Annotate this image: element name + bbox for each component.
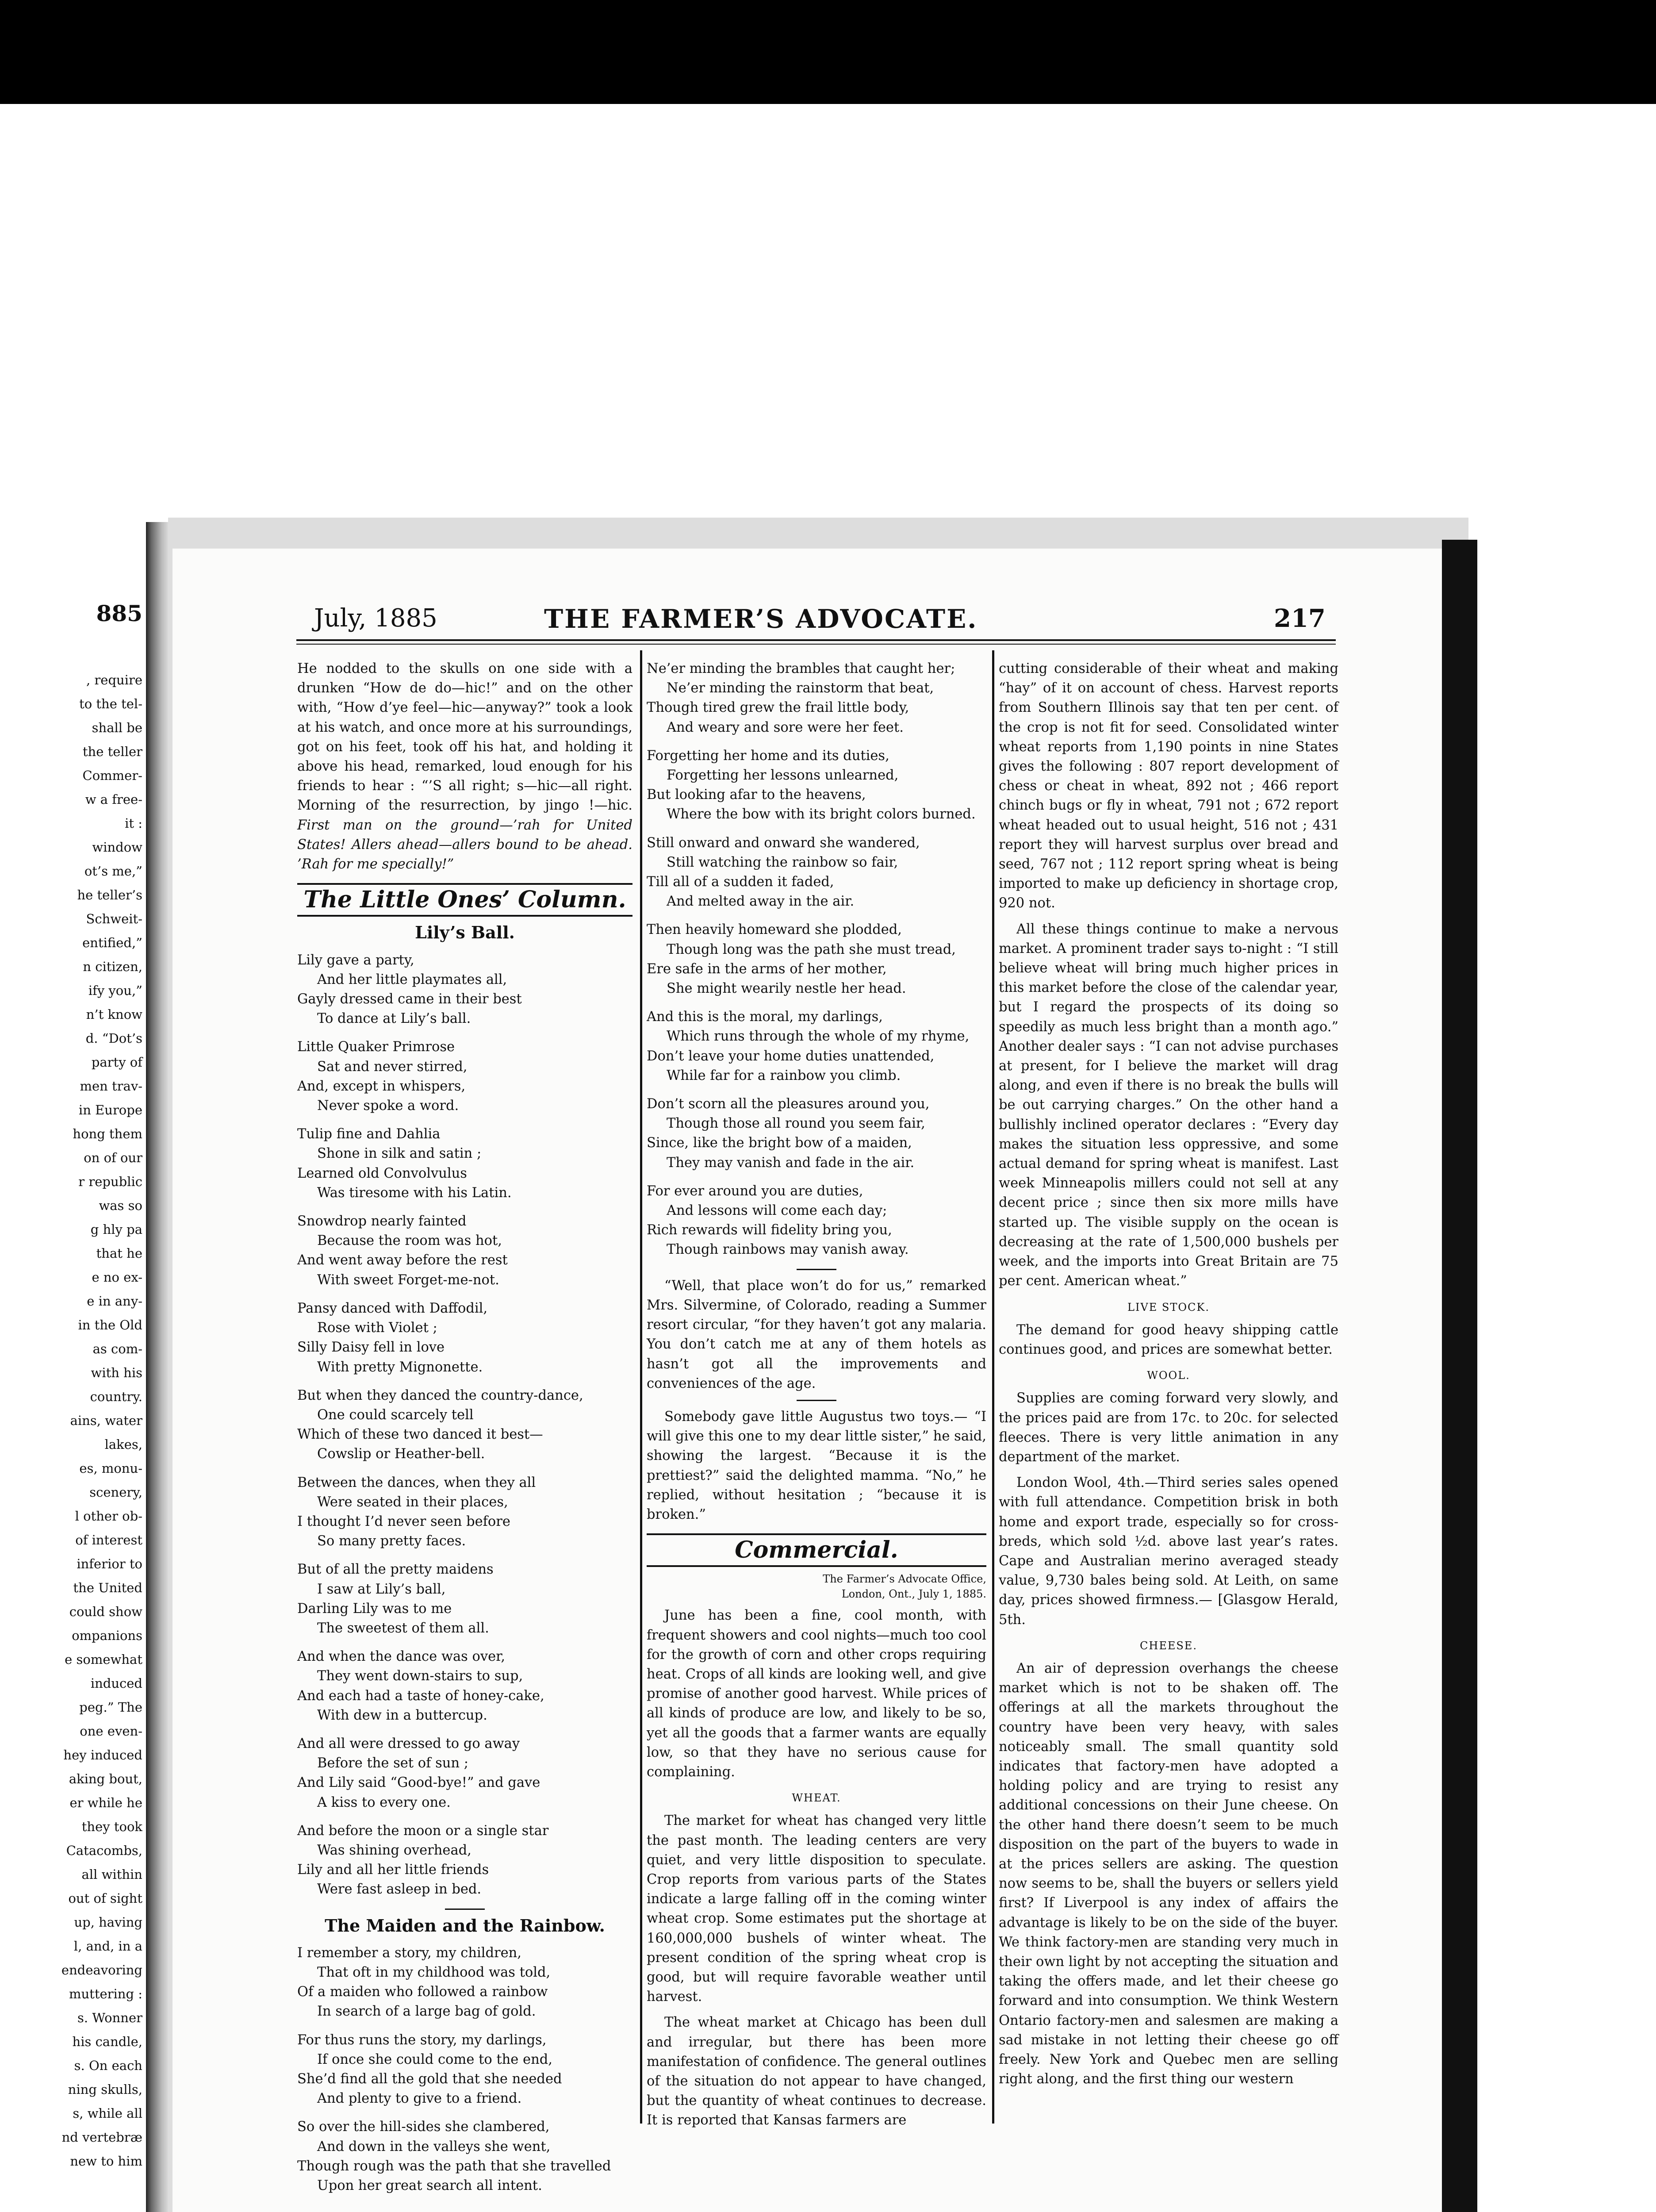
commercial-para-2: The market for wheat has changed very little the past month. The leading centers are very quiet, and very little disposition to speculate. Crop reports from various parts of the States indicate a large falling off in the coming winter wheat crop. Some estimates put the shortage at 160,000,000 bushels of winter wheat. The present condition of the spring wheat crop is good, but will require favorable weather until harvest. <box>647 1813 986 2005</box>
verse-line: And plenty to give to a friend. <box>317 2091 522 2107</box>
live-stock-heading: LIVE STOCK. <box>1127 1301 1210 1313</box>
verse-line: Rose with Violet ; <box>317 1320 437 1336</box>
verse-line: Then heavily homeward she plodded, <box>647 922 902 938</box>
verse-line: Though those all round you seem fair, <box>667 1116 925 1132</box>
stanza <box>297 1821 632 1900</box>
verse-line: She might wearily nestle her head. <box>667 981 906 997</box>
cheese-heading: CHEESE. <box>1140 1639 1197 1652</box>
left-page-line: muttering : <box>69 1986 142 2001</box>
left-page-line: out of sight <box>68 1891 142 1906</box>
stanza <box>647 1094 986 1173</box>
little-ones-column-title: The Little Ones’ Column. <box>297 883 632 917</box>
left-page-line: s. On each <box>74 2058 142 2073</box>
verse-line: Between the dances, when they all <box>297 1475 536 1490</box>
verse-line: In search of a large bag of gold. <box>317 2004 536 2020</box>
verse-line: And, except in whispers, <box>297 1078 466 1094</box>
stanza <box>297 1473 632 1551</box>
verse-line: So many pretty faces. <box>317 1533 466 1549</box>
anecdote-silvermine: “Well, that place won’t do for us,” remarked Mrs. Silvermine, of Colorado, reading a Summer resort circular, “for they haven’t got any malaria. You don’t catch me at any of them hotels as hasn’t got all the improvements and conveniences of the age. <box>647 1278 986 1391</box>
left-page-line: e in any- <box>87 1294 142 1309</box>
left-page-line: endeavoring <box>61 1962 142 1978</box>
verse-line: But when they danced the country-dance, <box>297 1387 583 1403</box>
verse-line: And down in the valleys she went, <box>317 2139 551 2154</box>
left-page-fragment <box>0 522 146 2203</box>
verse-line: And each had a taste of honey-cake, <box>297 1688 544 1704</box>
left-page-line: nd vertebræ <box>61 2130 142 2145</box>
left-page-line: the United <box>73 1580 142 1595</box>
verse-line: Where the bow with its bright colors burned. <box>667 806 976 822</box>
stanza <box>297 1386 632 1464</box>
verse-line: And all were dressed to go away <box>297 1736 520 1751</box>
left-page-line: up, having <box>74 1915 142 1930</box>
verse-line: Tulip fine and Dahlia <box>297 1126 441 1142</box>
left-page-line: ify you,” <box>88 983 142 998</box>
verse-line: Lily and all her little friends <box>297 1862 489 1878</box>
left-page-line: Commer- <box>82 768 142 783</box>
left-page-line: ning skulls, <box>68 2082 142 2097</box>
verse-line: Don’t scorn all the pleasures around you, <box>647 1096 930 1112</box>
verse-line: I saw at Lily’s ball, <box>317 1581 446 1597</box>
left-page-line: all within <box>81 1867 142 1882</box>
left-page-line: ot’s me,” <box>84 864 142 879</box>
left-page-line: inferior to <box>77 1556 142 1571</box>
left-page-line: new to him <box>70 2154 142 2169</box>
verse-line: While far for a rainbow you climb. <box>667 1068 901 1083</box>
left-page-line: l other ob- <box>75 1509 142 1524</box>
stanza <box>297 1212 632 1290</box>
verse-line: Forgetting her home and its duties, <box>647 748 889 764</box>
left-page-line: hey induced <box>63 1747 142 1763</box>
wheat-para-market: All these things continue to make a nervous market. A prominent trader says to-night : “I still believe wheat will bring much higher prices in this market before the close of the calendar year, but I regard the prospects of its doing so speedily as much less bright than a month ago.” Another dealer says : “I can not advise purchases at present, for I believe the market will drag along, and even if there is no break the bulls will be out carrying charges.” On the other hand a bullishly inclined operator declares : “Every day makes the situation less oppressive, and some actual demand for spring wheat is manifest. Last week Minneapolis millers could not sell at any decent price ; since then six more mills have started up. The visible supply on the ocean is decreasing at the rate of 1,500,000 bushels per week, and the imports into Great Britain are 75 per cent. American wheat.” <box>999 921 1338 1289</box>
verse-line: For thus runs the story, my darlings, <box>297 2032 547 2048</box>
header-rule <box>296 639 1336 641</box>
left-page-line: n citizen, <box>83 959 142 974</box>
left-page-line: that he <box>96 1246 142 1261</box>
verse-line: The sweetest of them all. <box>317 1620 489 1636</box>
verse-line: Though rough was the path that she travelled <box>297 2158 611 2174</box>
left-page-line: induced <box>90 1676 142 1691</box>
column-3 <box>999 659 1338 2095</box>
left-page-line: l, and, in a <box>73 1939 142 1954</box>
divider <box>445 1909 485 1910</box>
verse-line: Of a maiden who followed a rainbow <box>297 1984 548 2000</box>
verse-line: Ere safe in the arms of her mother, <box>647 961 887 977</box>
verse-line: Learned old Convolvulus <box>297 1165 467 1181</box>
left-page-line: hong them <box>73 1126 142 1141</box>
verse-line: Upon her great search all intent. <box>317 2178 542 2194</box>
commercial-para-1: June has been a fine, cool month, with frequent showers and cool nights—much too cool for the growth of corn and other crops requiring heat. Crops of all kinds are looking well, and give promise of another good harvest. While prices of all kinds of produce are low, and likely to be so, yet all the goods that a farmer wants are equally low, so that they have no serious cause for complaining. <box>647 1608 986 1780</box>
left-page-line: Schweit- <box>86 911 142 926</box>
left-page-number: 885 <box>96 600 142 626</box>
left-page-line: he teller’s <box>77 887 142 902</box>
poem-maiden-rainbow-title: The Maiden and the Rainbow. <box>325 1915 605 1936</box>
verse-line: Silly Daisy fell in love <box>297 1340 445 1356</box>
left-page-line: window <box>92 840 142 855</box>
divider <box>797 1400 836 1401</box>
stanza <box>297 1560 632 1638</box>
verse-line: Shone in silk and satin ; <box>317 1146 482 1162</box>
masthead-title: THE FARMER’S ADVOCATE. <box>544 604 978 634</box>
left-page-line: entified,” <box>82 935 142 950</box>
verse-line: Was tiresome with his Latin. <box>317 1185 512 1201</box>
stanza <box>647 1007 986 1086</box>
left-page-line: as com- <box>92 1341 142 1356</box>
stanza <box>297 1734 632 1813</box>
verse-line: Before the set of sun ; <box>317 1755 468 1771</box>
verse-line: Snowdrop nearly fainted <box>297 1214 467 1229</box>
verse-line: And this is the moral, my darlings, <box>647 1009 883 1025</box>
left-page-line: ains, water <box>70 1413 142 1428</box>
verse-line: Though long was the path she must tread, <box>667 941 956 957</box>
left-page-line: was so <box>99 1198 142 1213</box>
left-page-line: es, monu- <box>79 1461 142 1476</box>
wheat-para-cont: cutting considerable of their wheat and making “hay” of it on account of chess. Harvest reports from Southern Illinois say that ten per cent. of the crop is not fit for seed. Consolidated winter wheat reports from 1,190 points in nine States gives the following : 807 report development of chess or cheat in wheat, 892 not ; 466 report chinch bugs or fly in wheat, 791 not ; 672 report wheat headed out to usual height, 516 not ; 431 report they will harvest surplus over bread and seed, 767 not ; 112 report spring wheat is being imported to make up deficiency in shortage crop, 920 not. <box>999 661 1338 911</box>
stanza <box>297 1037 632 1116</box>
verse-line: Still onward and onward she wandered, <box>647 835 920 851</box>
verse-line: And when the dance was over, <box>297 1649 506 1665</box>
left-page-line: his candle, <box>72 2034 142 2049</box>
verse-line: And weary and sore were her feet. <box>667 719 904 735</box>
left-page-line: in the Old <box>78 1317 142 1333</box>
commercial-para-3: The wheat market at Chicago has been dull and irregular, but there has been more manifestation of confidence. The general outlines of the situation do not appear to have changed, but the quantity of wheat continues to decrease. It is reported that Kansas farmers are <box>647 2015 986 2128</box>
verse-line: And Lily said “Good-bye!” and gave <box>297 1775 540 1791</box>
verse-line: Never spoke a word. <box>317 1098 459 1114</box>
verse-line: She’d find all the gold that she needed <box>297 2071 562 2087</box>
left-page-line: s. Wonner <box>77 2010 142 2025</box>
scan-top-border <box>0 0 1656 104</box>
verse-line: With dew in a buttercup. <box>317 1707 487 1723</box>
verse-line: I remember a story, my children, <box>297 1945 521 1961</box>
left-page-line: they took <box>81 1819 142 1834</box>
verse-line: Lily gave a party, <box>297 952 414 968</box>
poem-maiden-rainbow-continued <box>647 659 986 1260</box>
verse-line: Because the room was hot, <box>317 1233 502 1249</box>
left-page-line: shall be <box>92 720 142 735</box>
stanza <box>297 2031 632 2109</box>
wheat-heading: WHEAT. <box>792 1792 841 1805</box>
left-page-line: to the tel- <box>79 696 142 711</box>
stanza <box>647 833 986 912</box>
left-page-line: it : <box>125 816 142 831</box>
left-page-line: n’t know <box>86 1007 142 1022</box>
divider <box>797 1269 836 1270</box>
anecdote-intro: He nodded to the skulls on one side with a drunken “How de do—hic!” and on the other with, “How d’ye feel—hic—anyway?” took a look at his watch, and once more at his surroundings, got on his feet, took off his hat, and holding it above his head, remarked, loud enough for his friends to hear : “’S all right; s—hic—all right. Morning of the resurrection, by jingo !—hic. <box>297 661 632 814</box>
left-page-line: country. <box>90 1389 142 1404</box>
wool-heading: WOOL. <box>1147 1369 1190 1382</box>
page-number: 217 <box>1274 604 1326 633</box>
verse-line: Which runs through the whole of my rhyme, <box>667 1029 970 1045</box>
verse-line: Ne’er minding the rainstorm that beat, <box>667 680 934 696</box>
verse-line: Sat and never stirred, <box>317 1059 468 1075</box>
left-page-line: g hly pa <box>90 1222 142 1237</box>
verse-line: Were seated in their places, <box>317 1494 508 1510</box>
dateline-office: The Farmer’s Advocate Office, <box>823 1573 986 1586</box>
dateline-date: London, Ont., July 1, 1885. <box>841 1588 986 1601</box>
wool-para-1: Supplies are coming forward very slowly, and the prices paid are from 17c. to 20c. for selected fleeces. There is very little animation in any department of the market. <box>999 1390 1338 1465</box>
column-rule-2 <box>992 650 994 2124</box>
left-page-line: ompanions <box>72 1628 142 1643</box>
left-page-line: scenery, <box>89 1485 142 1500</box>
verse-line: I thought I’d never seen before <box>297 1513 510 1529</box>
left-page-line: er while he <box>69 1795 142 1810</box>
verse-line: Forgetting her lessons unlearned, <box>667 768 899 783</box>
verse-line: That oft in my childhood was told, <box>317 1964 551 1980</box>
left-page-line: aking bout, <box>69 1771 142 1786</box>
left-page-line: d. “Dot’s <box>85 1031 142 1046</box>
left-page-line: on of our <box>84 1150 142 1165</box>
anecdote-augustus: Somebody gave little Augustus two toys.— “I will give this one to my dear little sister,” he said, showing the largest. “Because it is the prettiest?” said the delighted mamma. “No,” he replied, without hesitation ; “because it is broken.” <box>647 1409 986 1522</box>
verse-line: Though rainbows may vanish away. <box>667 1242 909 1258</box>
poem-lilys-ball-title: Lily’s Ball. <box>415 922 515 943</box>
stanza <box>647 659 986 737</box>
anecdote-intro-italic: First man on the ground—’rah for United States! Allers ahead—allers bound to be ahead. ’Rah for me specially!” <box>297 817 632 872</box>
left-page-line: one even- <box>80 1724 142 1739</box>
verse-line: To dance at Lily’s ball. <box>317 1011 471 1027</box>
left-page-line: with his <box>91 1365 142 1380</box>
verse-line: With pretty Mignonette. <box>317 1359 483 1375</box>
stanza <box>297 1125 632 1203</box>
verse-line: And went away before the rest <box>297 1252 508 1268</box>
verse-line: If once she could come to the end, <box>317 2051 552 2067</box>
left-page-line: , require <box>86 672 142 687</box>
verse-line: Still watching the rainbow so fair, <box>667 854 898 870</box>
verse-line: Which of these two danced it best— <box>297 1427 543 1443</box>
wool-para-2: London Wool, 4th.—Third series sales opened with full attendance. Competition brisk in both home and export trade, especially so for cross-breds, which sold ½d. above last year’s rates. Cape and Australian merino averaged steady value, 9,730 bales being sold. At Leith, on same day, prices showed firmness.— [Glasgow Herald, 5th. <box>999 1475 1338 1628</box>
poem-maiden-rainbow <box>297 1943 632 2196</box>
left-page-line: peg.” The <box>79 1700 142 1715</box>
verse-line: Was shining overhead, <box>317 1842 472 1858</box>
header-rule-thin <box>296 644 1336 645</box>
left-page-line: lakes, <box>104 1437 142 1452</box>
verse-line: A kiss to every one. <box>317 1794 451 1810</box>
verse-line: Don’t leave your home duties unattended, <box>647 1048 935 1064</box>
verse-line: Were fast asleep in bed. <box>317 1882 482 1897</box>
left-page-line: r republic <box>78 1174 142 1189</box>
left-page-line: in Europe <box>78 1102 142 1118</box>
commercial-title: Commercial. <box>647 1533 986 1567</box>
stanza <box>297 1647 632 1725</box>
left-page-line: e no ex- <box>92 1270 142 1285</box>
verse-line: Pansy danced with Daffodil, <box>297 1300 488 1316</box>
left-page-line: Catacombs, <box>66 1843 142 1858</box>
stanza <box>647 920 986 998</box>
verse-line: Gayly dressed came in their best <box>297 991 522 1007</box>
verse-line: Till all of a sudden it faded, <box>647 874 834 890</box>
stanza <box>297 951 632 1029</box>
verse-line: Ne’er minding the brambles that caught her; <box>647 661 955 676</box>
verse-line: And before the moon or a single star <box>297 1823 549 1839</box>
column-rule-1 <box>640 650 642 2124</box>
left-page-line: w a free- <box>85 792 142 807</box>
left-page-line: of interest <box>75 1532 142 1548</box>
verse-line: And her little playmates all, <box>317 972 507 987</box>
poem-lilys-ball <box>297 951 632 1900</box>
verse-line: Rich rewards will fidelity bring you, <box>647 1222 892 1238</box>
book-edge <box>1442 540 1477 2212</box>
left-page-line: party of <box>91 1055 142 1070</box>
left-page-line: e somewhat <box>65 1652 142 1667</box>
verse-line: For ever around you are duties, <box>647 1183 863 1199</box>
verse-line: They went down-stairs to sup, <box>317 1668 523 1684</box>
verse-line: With sweet Forget-me-not. <box>317 1272 499 1288</box>
left-page-line: men trav- <box>80 1079 142 1094</box>
left-page-line: the teller <box>82 744 142 759</box>
verse-line: And lessons will come each day; <box>667 1203 887 1219</box>
header-date: July, 1885 <box>314 604 437 633</box>
verse-line: Cowslip or Heather-bell. <box>317 1446 485 1462</box>
verse-line: Since, like the bright bow of a maiden, <box>647 1135 912 1151</box>
column-1 <box>297 659 632 2204</box>
stanza <box>297 1299 632 1377</box>
verse-line: Darling Lily was to me <box>297 1601 452 1617</box>
verse-line: Though tired grew the frail little body, <box>647 700 909 716</box>
verse-line: They may vanish and fade in the air. <box>667 1155 915 1171</box>
live-stock-para: The demand for good heavy shipping cattle continues good, and prices are somewhat better. <box>999 1322 1338 1357</box>
stanza <box>647 746 986 825</box>
left-page-line: s, while all <box>73 2106 142 2121</box>
cheese-para: An air of depression overhangs the cheese market which is not to be shaken off. The offerings at all the markets throughout the country have been very heavy, with sales noticeably small. The small quantity sold indicates that factory-men have adopted a holding policy and are trying to resist any additional concessions on their June cheese. On the other hand there doesn’t seem to be much disposition on the part of the buyers to wade in at the prices sellers are asking. The question now seems to be, shall the buyers or sellers yield first? If Liverpool is any index of affairs the advantage is likely to be on the side of the buyer. We think factory-men are standing very much in their own light by not accepting the situation and taking the offers made, and let their cheese go forward and into consumption. We think Western Ontario factory-men and salesmen are making a sad mistake in not letting their cheese go off freely. New York and Quebec men are selling right along, and the first thing our western <box>999 1660 1338 2087</box>
verse-line: One could scarcely tell <box>317 1407 474 1423</box>
stanza <box>297 1943 632 2022</box>
verse-line: And melted away in the air. <box>667 894 855 910</box>
verse-line: But looking afar to the heavens, <box>647 787 866 803</box>
left-page-line: could show <box>69 1604 142 1619</box>
verse-line: So over the hill-sides she clambered, <box>297 2119 550 2135</box>
stanza <box>647 1182 986 1260</box>
column-2 <box>647 659 986 2137</box>
verse-line: But of all the pretty maidens <box>297 1562 494 1578</box>
verse-line: Little Quaker Primrose <box>297 1039 455 1055</box>
stanza <box>297 2117 632 2196</box>
